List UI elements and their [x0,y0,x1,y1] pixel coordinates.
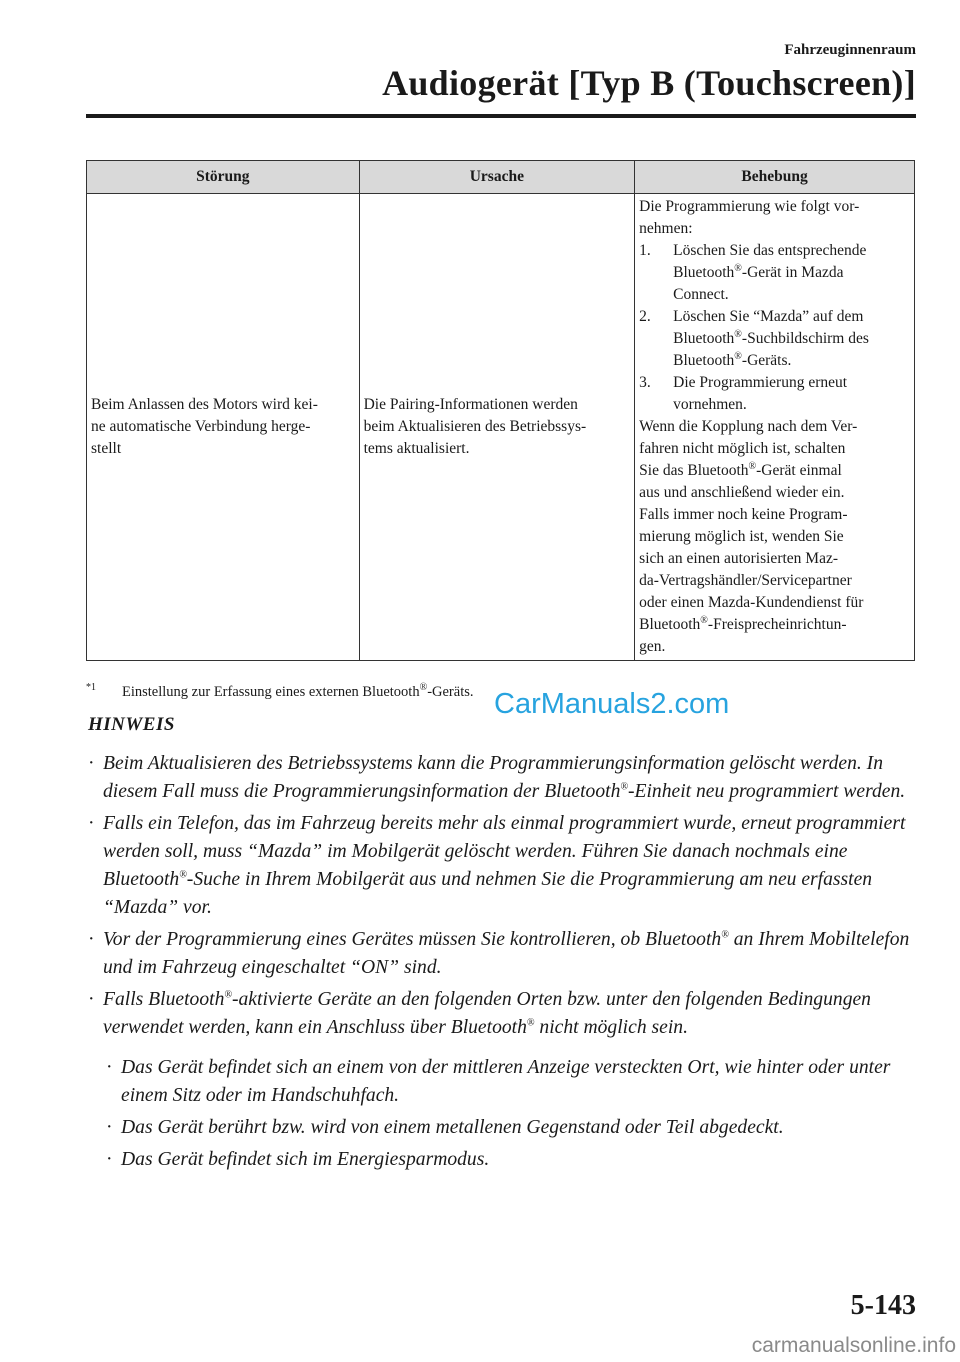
note-text: Beim Aktualisieren des Betriebssystems kann die Programmierungsinformation gelöscht werden. In diesem Fall muss die Programmierungsinformation der Bluetooth®-Einheit neu programmiert werden. [103,753,906,803]
registered-mark: ® [620,781,628,793]
problem-line: ne automatische Verbindung herge- [91,418,311,435]
registered-mark: ® [526,1017,535,1029]
bullet-icon: · [88,813,95,835]
bullet-icon: · [106,1117,113,1139]
bullet-icon: · [88,989,95,1011]
note-text: Falls ein Telefon, das im Fahrzeug bereits mehr als einmal programmiert wurde, erneut programmiert werden soll, muss “Mazda” im Mobilgerät gelöscht werden. Führen Sie danach nochmals eine Bluetooth®-Suche in Ihrem Mobilgerät aus und nehmen Sie die Programmierung am neu erfassten “Mazda” vor. [103,813,906,919]
solution-line: fahren nicht möglich ist, schalten [639,440,846,457]
problem-cell [87,194,360,661]
note-list [88,750,918,1178]
column-header-behebung: Behebung [635,161,915,194]
step-line: vornehmen. [673,396,747,413]
list-item [88,986,918,1042]
footnote-mark: *1 [86,682,96,694]
registered-mark: ® [224,989,232,1001]
note-text: Vor der Programmierung eines Gerätes müssen Sie kontrollieren, ob Bluetooth® an Ihrem Mobiltelefon und im Fahrzeug eingeschaltet “ON” sind. [103,929,910,979]
list-item [88,926,918,982]
solution-line: Wenn die Kopplung nach dem Ver- [639,418,858,435]
header-rule [86,114,916,118]
problem-line: stellt [91,440,122,457]
bullet-icon: · [88,929,95,951]
registered-mark: ® [734,328,742,340]
step-number: 2. [639,308,651,325]
bullet-icon: · [106,1149,113,1171]
sub-note-text: Das Gerät befindet sich im Energiesparmodus. [121,1149,490,1171]
list-item [106,1146,918,1174]
note-text: Falls Bluetooth®-aktivierte Geräte an den folgenden Orten bzw. unter den folgenden Bedingungen verwendet werden, kann ein Anschluss über Bluetooth® nicht möglich sein. [103,989,871,1039]
registered-mark: ® [721,929,729,941]
step-number: 1. [639,242,651,259]
page-title: Audiogerät [Typ B (Touchscreen)] [382,63,916,103]
footer-site-link[interactable]: carmanualsonline.info [751,1334,956,1357]
registered-mark: ® [179,869,187,881]
step-line: Die Programmierung erneut [673,374,848,391]
page-number: 5-143 [850,1290,916,1321]
list-item [88,750,918,806]
solution-line: nehmen: [639,220,693,237]
registered-mark: ® [700,614,708,626]
step-line: Bluetooth®-Gerät in Mazda [673,262,844,281]
registered-mark: ® [748,460,757,472]
step-line: Löschen Sie das entsprechende [673,242,867,259]
sub-note-list [106,1054,918,1174]
solution-step [639,372,910,416]
solution-line: Die Programmierung wie folgt vor- [639,198,860,215]
sub-note-text: Das Gerät befindet sich an einem von der mittleren Anzeige versteckten Ort, wie hinter oder unter einem Sitz oder im Handschuhfach. [121,1057,891,1107]
list-item [88,810,918,922]
footnote: $^{*1}$ Einstellung zur Erfassung eines externen Bluetooth®-Geräts. [86,682,474,700]
note-heading: HINWEIS [88,714,175,735]
registered-mark: ® [734,350,742,362]
table-row [87,194,915,661]
solution-line: Bluetooth®-Freisprecheinrichtun- [639,614,847,633]
solution-line: da-Vertragshändler/Servicepartner [639,572,852,589]
solution-cell [635,194,915,661]
list-item [106,1114,918,1142]
solution-step [639,306,910,372]
list-item [106,1054,918,1110]
step-line: Bluetooth®-Suchbildschirm des [673,328,869,347]
cause-cell [359,194,635,661]
bullet-icon: · [88,753,95,774]
registered-mark: ® [419,682,428,694]
step-line: Connect. [673,286,729,303]
solution-line: mierung möglich ist, wenden Sie [639,528,844,545]
watermark: CarManuals2.com [494,688,730,720]
solution-step [639,240,910,306]
cause-line: Die Pairing-Informationen werden [363,396,578,413]
step-line: Bluetooth®-Geräts. [673,350,792,369]
solution-line: oder einen Mazda-Kundendienst für [639,594,864,611]
step-number: 3. [639,374,651,391]
sub-note-text: Das Gerät berührt bzw. wird von einem metallenen Gegenstand oder Teil abgedeckt. [121,1117,784,1139]
bullet-icon: · [106,1057,113,1079]
step-line: Löschen Sie “Mazda” auf dem [673,308,864,325]
column-header-stoerung: Störung [87,161,360,194]
solution-line: aus und anschließend wieder ein. [639,484,845,501]
solution-line: Falls immer noch keine Program- [639,506,848,523]
problem-line: Beim Anlassen des Motors wird kei- [91,396,318,413]
column-header-ursache: Ursache [359,161,635,194]
solution-line: sich an einen autorisierten Maz- [639,550,838,567]
solution-line: Sie das Bluetooth®-Gerät einmal [639,460,842,479]
solution-line: gen. [639,638,666,655]
cause-line: tems aktualisiert. [363,440,470,457]
section-title: Fahrzeuginnenraum [784,42,916,58]
cause-line: beim Aktualisieren des Betriebssys- [363,418,587,435]
troubleshooting-table [86,160,915,661]
registered-mark: ® [734,262,742,274]
table-header-row [87,161,915,194]
